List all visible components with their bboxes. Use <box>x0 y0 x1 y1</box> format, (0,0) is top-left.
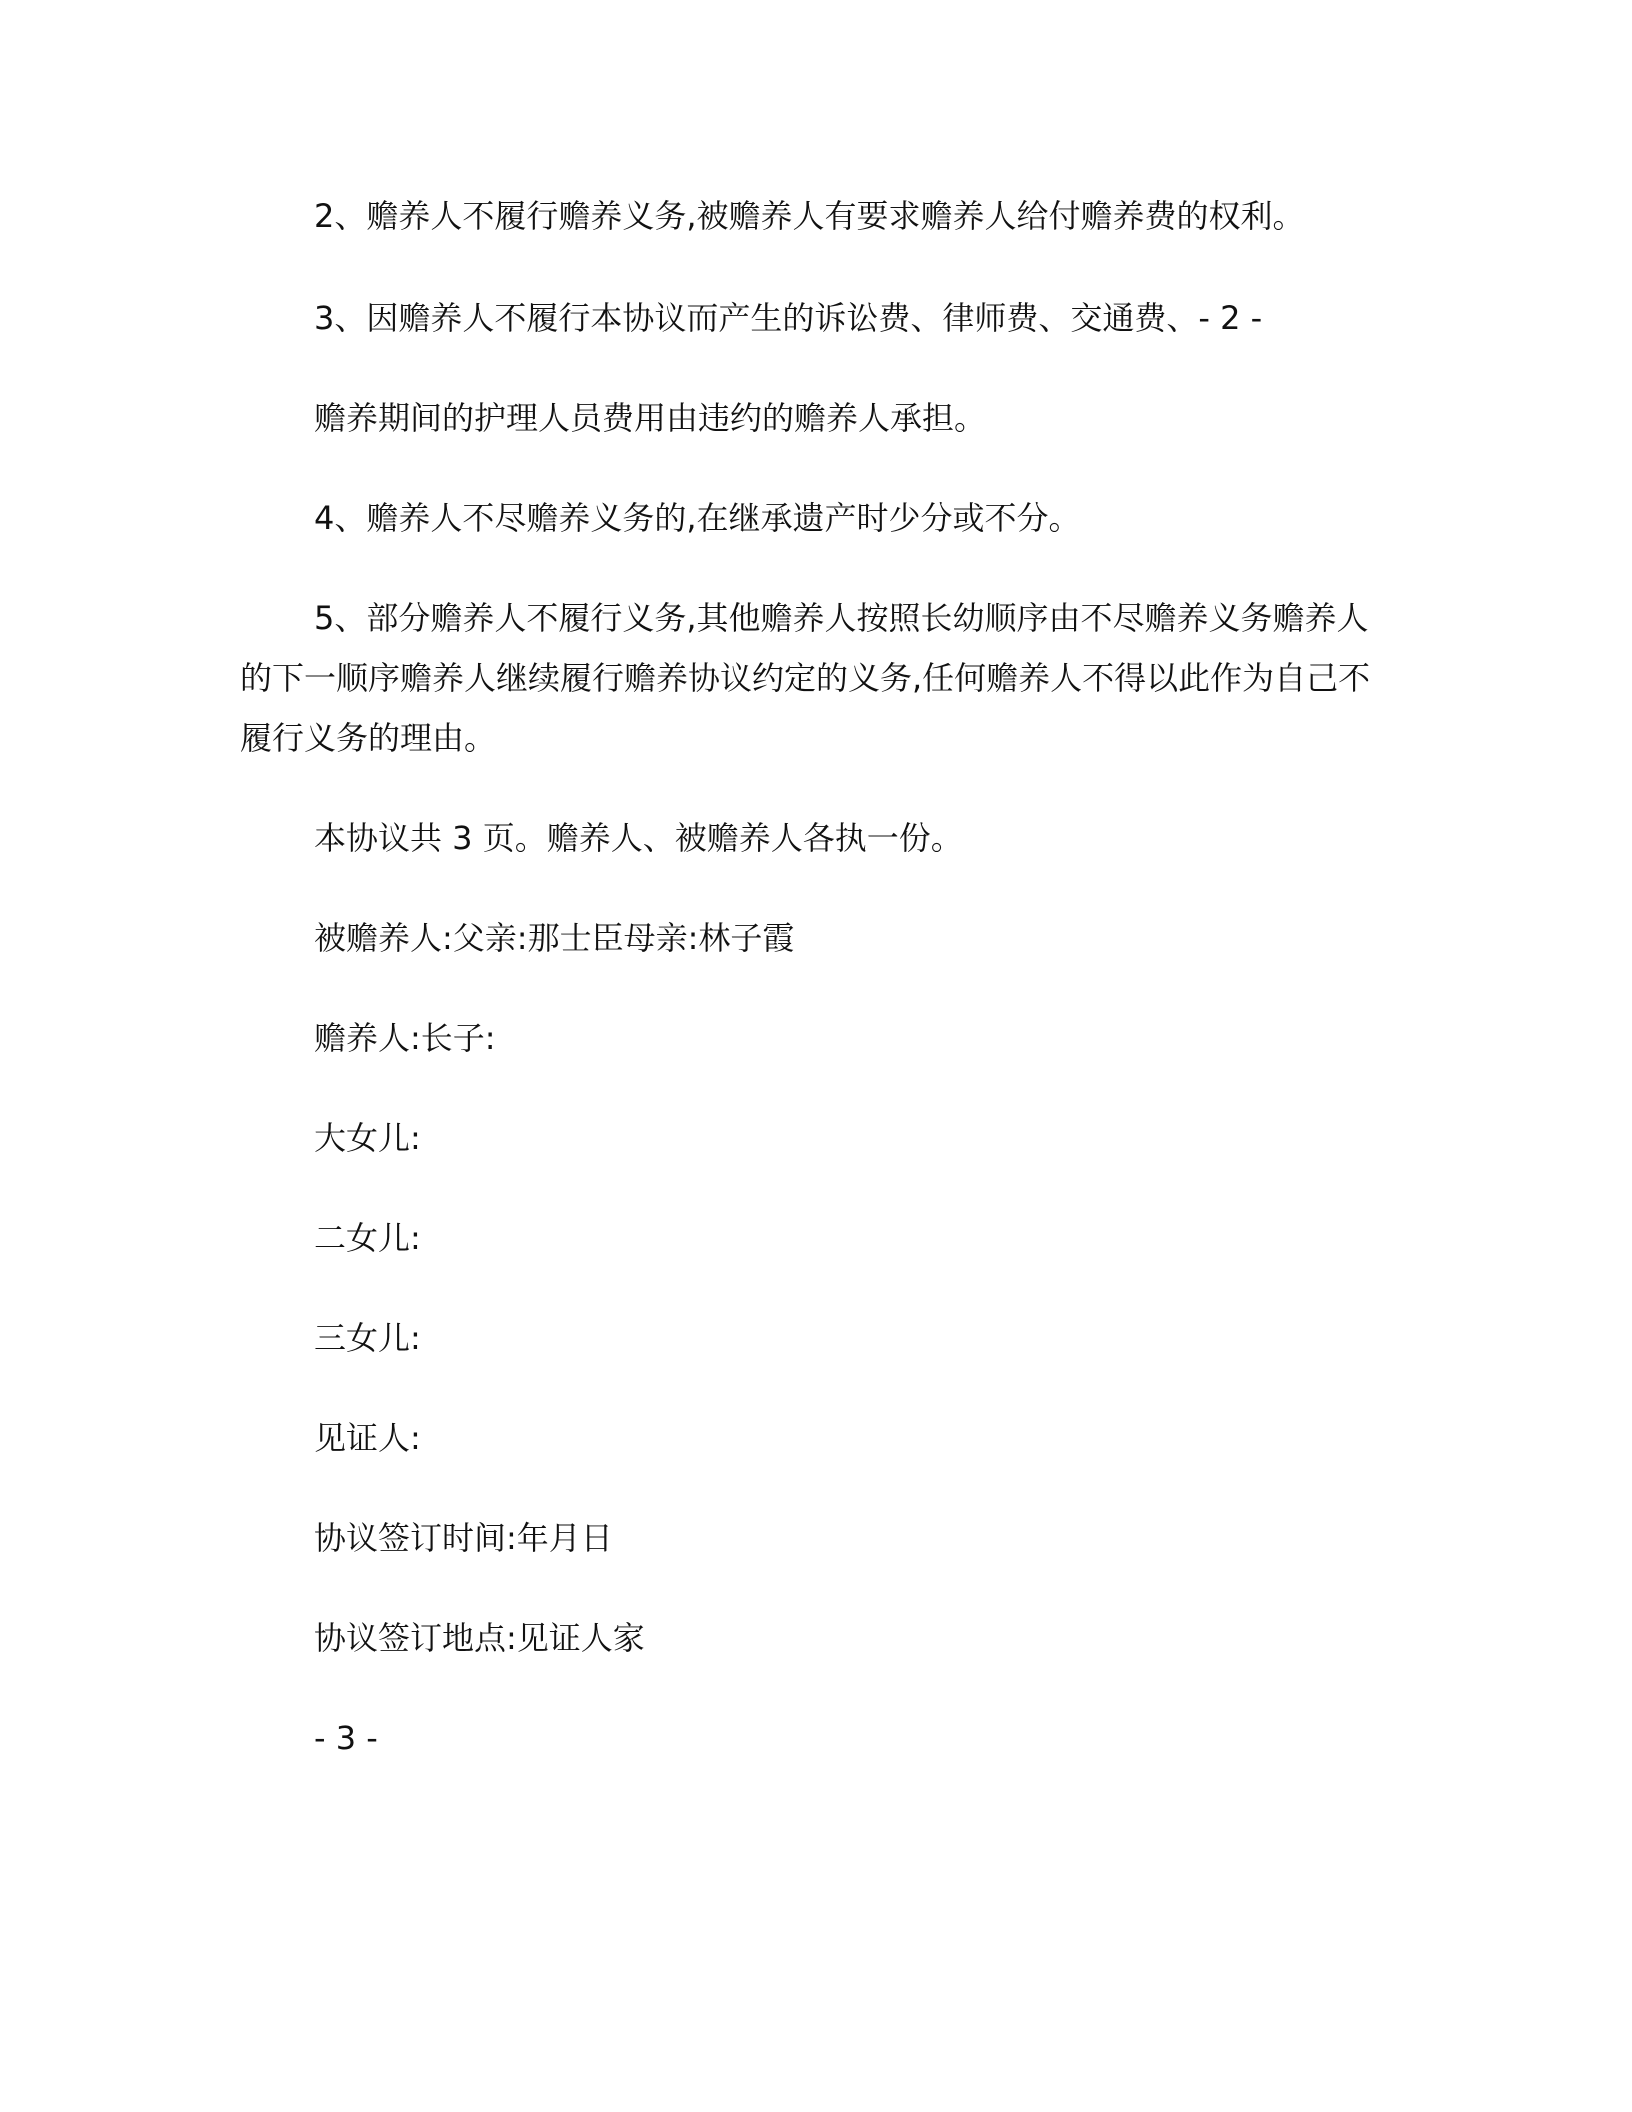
clause-5-text-line-3: 履行义务的理由。 <box>240 719 497 757</box>
signing-date-line: 协议签订时间:年月日 <box>314 1519 613 1557</box>
clause-2-text: 2、赡养人不履行赡养义务,被赡养人有要求赡养人给付赡养费的权利。 <box>314 197 1305 235</box>
page-number: - 3 - <box>314 1719 378 1757</box>
supported-party-line: 被赡养人:父亲:那士臣母亲:林子霞 <box>314 919 795 957</box>
supporter-eldest-daughter: 大女儿: <box>314 1119 421 1157</box>
signing-place-line: 协议签订地点:见证人家 <box>314 1619 645 1657</box>
supporter-eldest-son: 赡养人:长子: <box>314 1019 496 1057</box>
clause-5-text-line-2: 的下一顺序赡养人继续履行赡养协议约定的义务,任何赡养人不得以此作为自己不 <box>240 659 1371 697</box>
copies-statement: 本协议共 3 页。赡养人、被赡养人各执一份。 <box>314 819 963 857</box>
supporter-third-daughter: 三女儿: <box>314 1319 421 1357</box>
clause-4-text: 4、赡养人不尽赡养义务的,在继承遗产时少分或不分。 <box>314 499 1081 537</box>
supporter-second-daughter: 二女儿: <box>314 1219 421 1257</box>
clause-5-text-line-1: 5、部分赡养人不履行义务,其他赡养人按照长幼顺序由不尽赡养义务赡养人 <box>314 599 1369 637</box>
witness-line: 见证人: <box>314 1419 421 1457</box>
clause-3-continuation: 赡养期间的护理人员费用由违约的赡养人承担。 <box>314 399 987 437</box>
clause-3-text: 3、因赡养人不履行本协议而产生的诉讼费、律师费、交通费、- 2 - <box>314 299 1263 337</box>
